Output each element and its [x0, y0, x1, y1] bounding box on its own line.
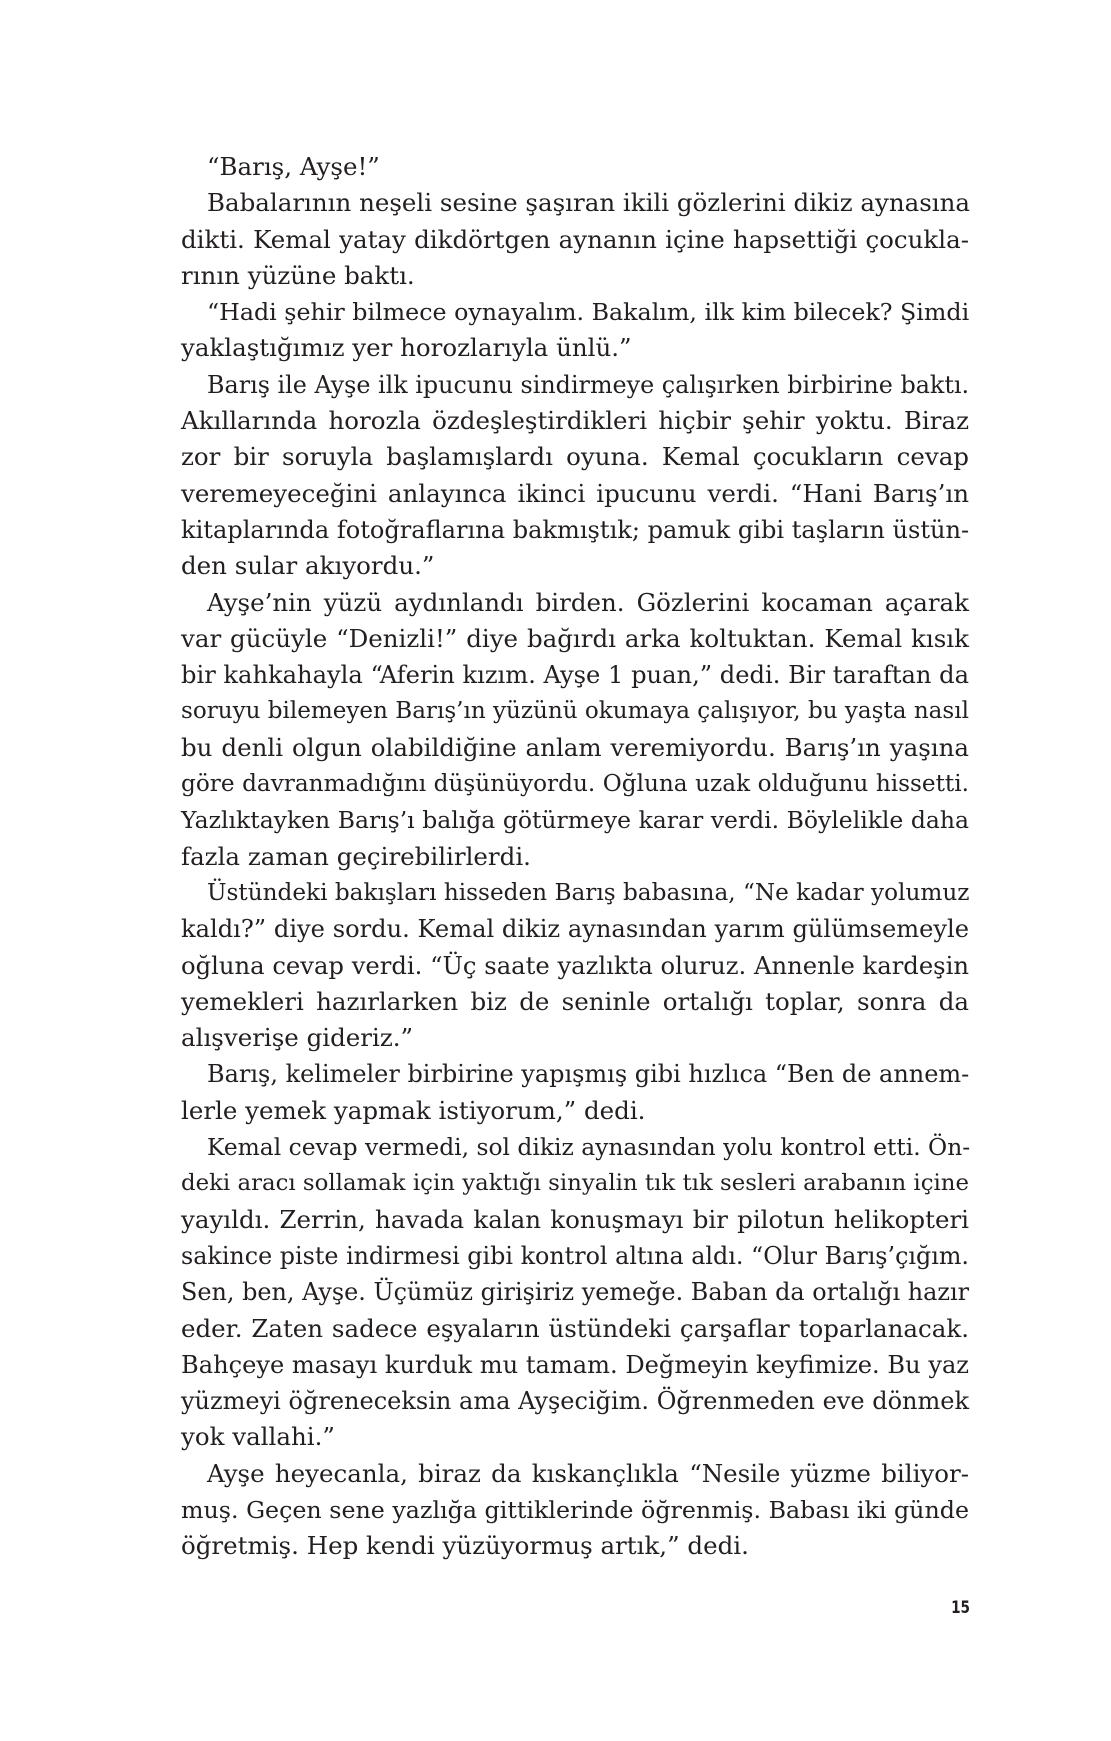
- text-line: Sen, ben, Ayşe. Üçümüz girişiriz yemeğe. Baban da ortalığı hazır: [181, 1278, 969, 1307]
- text-line: yok vallahi.”: [181, 1422, 335, 1452]
- text-line: Akıllarında horozla özdeşleştirdikleri hiçbir şehir yoktu. Biraz: [181, 406, 969, 436]
- text-line: fazla zaman geçirebilirlerdi.: [181, 841, 531, 871]
- page-number: 15: [951, 1598, 970, 1618]
- text-line: sakince piste indirmesi gibi kontrol altına aldı. “Olur Barış’çığım.: [181, 1241, 969, 1270]
- text-line: soruyu bilemeyen Barış’ın yüzünü okumaya çalışıyor, bu yaşta nasıl: [181, 698, 969, 725]
- text-line: Ayşe’nin yüzü aydınlandı birden. Gözlerini kocaman açarak: [207, 587, 969, 617]
- text-line: “Barış, Ayşe!”: [207, 152, 380, 181]
- text-line: var gücüyle “Denizli!” diye bağırdı arka koltuktan. Kemal kısık: [181, 623, 969, 653]
- text-line: bir kahkahayla “Aferin kızım. Ayşe 1 puan,” dedi. Bir taraftan da: [181, 661, 969, 690]
- body-text: [181, 149, 969, 1565]
- text-line: Bahçeye masayı kurduk mu tamam. Değmeyin keyfimize. Bu yaz: [181, 1350, 969, 1379]
- text-line: öğretmiş. Hep kendi yüzüyormuş artık,” dedi.: [181, 1531, 749, 1561]
- text-line: Kemal cevap vermedi, sol dikiz aynasından yolu kontrol etti. Ön-: [207, 1133, 971, 1162]
- text-line: bu denli olgun olabildiğine anlam veremiyordu. Barış’ın yaşına: [181, 732, 969, 762]
- text-line: Üstündeki bakışları hisseden Barış babasına, “Ne kadar yolumuz: [207, 878, 970, 906]
- text-line: eder. Zaten sadece eşyaların üstündeki çarşaflar toparlanacak.: [181, 1313, 969, 1343]
- text-line: alışverişe gideriz.”: [181, 1023, 414, 1053]
- text-line: veremeyeceğini anlayınca ikinci ipucunu verdi. “Hani Barış’ın: [181, 478, 969, 508]
- text-line: Ayşe heyecanla, biraz da kıskançlıkla “Nesile yüzme biliyor-: [207, 1458, 969, 1488]
- text-line: Babalarının neşeli sesine şaşıran ikili gözlerini dikiz aynasına: [207, 188, 971, 218]
- text-line: kaldı?” diye sordu. Kemal dikiz aynasından yarım gülümsemeyle: [181, 915, 969, 944]
- text-line: rının yüzüne baktı.: [181, 260, 415, 290]
- text-line: “Hadi şehir bilmece oynayalım. Bakalım, ilk kim bilecek? Şimdi: [207, 298, 970, 327]
- text-line: kitaplarında fotoğraflarına bakmıştık; pamuk gibi taşların üstün-: [181, 515, 970, 544]
- text-line: Barış, kelimeler birbirine yapışmış gibi hızlıca “Ben de annem-: [207, 1060, 970, 1089]
- text-line: Yazlıktayken Barış’ı balığa götürmeye karar verdi. Böylelikle daha: [181, 806, 969, 835]
- text-line: göre davranmadığını düşünüyordu. Oğluna uzak olduğunu hissetti.: [181, 770, 969, 798]
- text-line: yemekleri hazırlarken biz de seninle ortalığı toplar, sonra da: [181, 986, 969, 1016]
- text-line: zor bir soruyla başlamışlardı oyuna. Kemal çocukların cevap: [181, 442, 969, 472]
- text-line: muş. Geçen sene yazlığa gittiklerinde öğrenmiş. Babası iki günde: [181, 1495, 969, 1524]
- text-line: Barış ile Ayşe ilk ipucunu sindirmeye çalışırken birbirine baktı.: [207, 370, 970, 399]
- text-line: yaklaştığımız yer horozlarıyla ünlü.”: [181, 333, 632, 363]
- text-line: deki aracı sollamak için yaktığı sinyalin tık tık sesleri arabanın içine: [181, 1170, 969, 1197]
- text-line: oğluna cevap verdi. “Üç saate yazlıkta oluruz. Annenle kardeşin: [181, 950, 969, 980]
- text-line: den sular akıyordu.”: [181, 551, 435, 581]
- text-line: yüzmeyi öğreneceksin ama Ayşeciğim. Öğrenmeden eve dönmek: [181, 1387, 969, 1416]
- text-line: dikti. Kemal yatay dikdörtgen aynanın içine hapsettiği çocukla-: [181, 224, 969, 254]
- text-line: yayıldı. Zerrin, havada kalan konuşmayı bir pilotun helikopteri: [181, 1204, 969, 1234]
- text-line: lerle yemek yapmak istiyorum,” dedi.: [181, 1095, 646, 1125]
